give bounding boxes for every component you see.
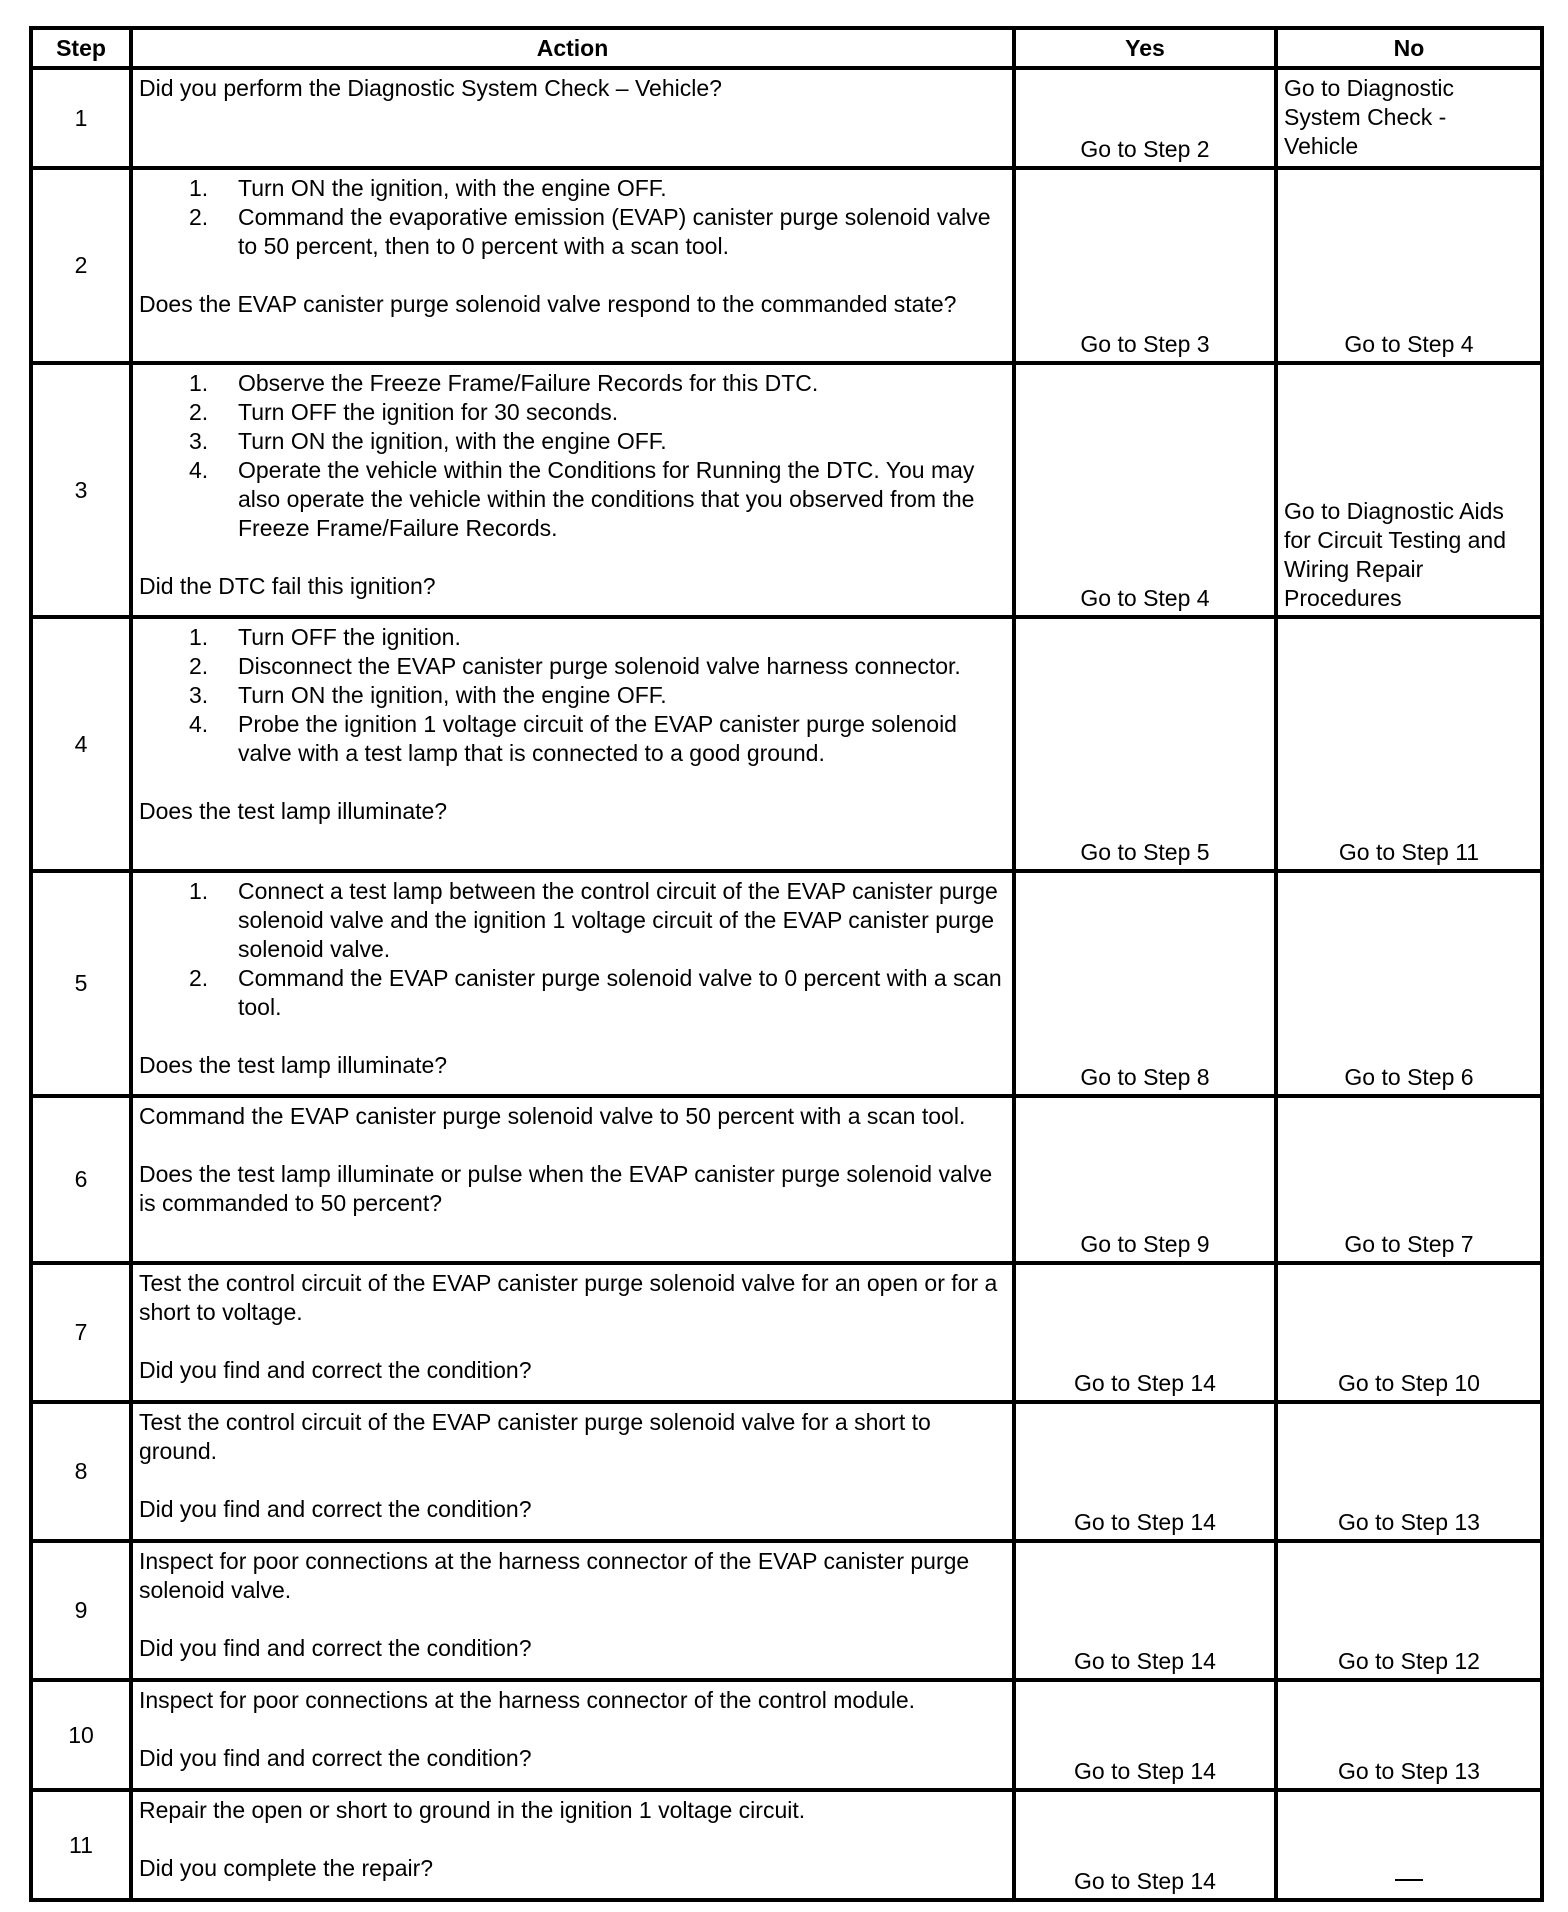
no-cell [1276,1790,1542,1900]
yes-cell: Go to Step 2 [1014,68,1276,168]
header-no: No [1276,28,1542,68]
procedure-list [139,623,1006,768]
step-number: 7 [31,1263,131,1402]
no-line: for Circuit Testing and [1284,527,1507,553]
no-cell [1276,68,1542,168]
table-row [31,168,1542,363]
procedure-step: 1. Turn OFF the ignition. [189,624,461,650]
no-cell [1276,363,1542,617]
procedure-step: 1. Observe the Freeze Frame/Failure Records for this DTC. [189,370,819,396]
table-row [31,1680,1542,1790]
diagnostic-table [29,26,1544,1902]
instruction-text: Repair the open or short to ground in the ignition 1 voltage circuit. [139,1797,806,1823]
table-row [31,617,1542,871]
no-line: Vehicle [1284,133,1359,159]
no-line: System Check - [1284,104,1447,130]
no-line: Procedures [1284,585,1402,611]
header-yes: Yes [1014,28,1276,68]
step-number: 5 [31,871,131,1096]
instruction-text: Test the control circuit of the EVAP canister purge solenoid valve for a short to ground. [139,1409,931,1464]
action-cell [131,363,1014,617]
table-row [31,68,1542,168]
action-cell [131,1096,1014,1263]
action-cell [131,68,1014,168]
procedure-list [139,877,1006,1022]
procedure-list [139,369,1006,543]
instruction-text: Command the EVAP canister purge solenoid valve to 50 percent with a scan tool. [139,1103,966,1129]
procedure-step: 2. Command the EVAP canister purge solenoid valve to 0 percent with a scan tool. [189,965,1002,1020]
procedure-step: 4. Operate the vehicle within the Conditions for Running the DTC. You may also operate the vehicle within the conditions that you observed from the Freeze Frame/Failure Records. [189,457,975,541]
step-number: 10 [31,1680,131,1790]
step-number: 11 [31,1790,131,1900]
action-cell [131,871,1014,1096]
no-cell: Go to Step 7 [1276,1096,1542,1263]
table-row [31,1402,1542,1541]
header-row [31,28,1542,68]
action-cell [131,1680,1014,1790]
no-cell: Go to Step 13 [1276,1680,1542,1790]
question-text: Does the test lamp illuminate or pulse when the EVAP canister purge solenoid valve is commanded to 50 percent? [139,1161,993,1216]
no-line: Wiring Repair [1284,556,1424,582]
yes-cell: Go to Step 4 [1014,363,1276,617]
table-row [31,871,1542,1096]
question-text: Did you complete the repair? [139,1855,434,1881]
question-text: Does the EVAP canister purge solenoid valve respond to the commanded state? [139,291,957,317]
question-text: Did you find and correct the condition? [139,1357,532,1383]
no-cell: Go to Step 10 [1276,1263,1542,1402]
step-number: 1 [31,68,131,168]
diagnostic-table-container [29,26,1540,1902]
table-row [31,1263,1542,1402]
instruction-text: Inspect for poor connections at the harness connector of the EVAP canister purge solenoid valve. [139,1548,970,1603]
procedure-step: 3. Turn ON the ignition, with the engine OFF. [189,682,667,708]
question-text: Does the test lamp illuminate? [139,1052,448,1078]
action-cell [131,1263,1014,1402]
action-cell [131,1790,1014,1900]
no-line: Go to Diagnostic Aids [1284,498,1504,524]
step-number: 6 [31,1096,131,1263]
procedure-step: 3. Turn ON the ignition, with the engine OFF. [189,428,667,454]
yes-cell: Go to Step 3 [1014,168,1276,363]
yes-cell: Go to Step 8 [1014,871,1276,1096]
yes-cell: Go to Step 14 [1014,1541,1276,1680]
step-number: 8 [31,1402,131,1541]
yes-cell: Go to Step 5 [1014,617,1276,871]
question-text: Did you find and correct the condition? [139,1745,532,1771]
no-cell: Go to Step 12 [1276,1541,1542,1680]
yes-cell: Go to Step 14 [1014,1680,1276,1790]
question-text: Did you perform the Diagnostic System Check – Vehicle? [139,75,722,101]
yes-cell: Go to Step 9 [1014,1096,1276,1263]
no-line: Go to Diagnostic [1284,75,1455,101]
yes-cell: Go to Step 14 [1014,1402,1276,1541]
yes-cell: Go to Step 14 [1014,1790,1276,1900]
step-number: 9 [31,1541,131,1680]
action-cell [131,168,1014,363]
procedure-list [139,174,1006,261]
no-cell: Go to Step 13 [1276,1402,1542,1541]
procedure-step: 4. Probe the ignition 1 voltage circuit of the EVAP canister purge solenoid valve with a test lamp that is connected to a good ground. [189,711,957,766]
question-text: Did the DTC fail this ignition? [139,573,436,599]
instruction-text: Inspect for poor connections at the harness connector of the control module. [139,1687,916,1713]
not-applicable-dash [1395,1879,1423,1881]
table-row [31,1541,1542,1680]
question-text: Does the test lamp illuminate? [139,798,448,824]
procedure-step: 2. Disconnect the EVAP canister purge solenoid valve harness connector. [189,653,961,679]
no-cell: Go to Step 4 [1276,168,1542,363]
header-step: Step [31,28,131,68]
action-cell [131,1402,1014,1541]
table-row [31,1790,1542,1900]
step-number: 2 [31,168,131,363]
question-text: Did you find and correct the condition? [139,1496,532,1522]
action-cell [131,1541,1014,1680]
step-number: 3 [31,363,131,617]
table-row [31,363,1542,617]
procedure-step: 1. Connect a test lamp between the control circuit of the EVAP canister purge solenoid valve and the ignition 1 voltage circuit of the EVAP canister purge solenoid valve. [189,878,998,962]
table-row [31,1096,1542,1263]
procedure-step: 1. Turn ON the ignition, with the engine OFF. [189,175,667,201]
procedure-step: 2. Turn OFF the ignition for 30 seconds. [189,399,619,425]
step-number: 4 [31,617,131,871]
yes-cell: Go to Step 14 [1014,1263,1276,1402]
instruction-text: Test the control circuit of the EVAP canister purge solenoid valve for an open or for a short to voltage. [139,1270,998,1325]
no-cell: Go to Step 6 [1276,871,1542,1096]
no-cell: Go to Step 11 [1276,617,1542,871]
action-cell [131,617,1014,871]
header-action: Action [131,28,1014,68]
question-text: Did you find and correct the condition? [139,1635,532,1661]
procedure-step: 2. Command the evaporative emission (EVAP) canister purge solenoid valve to 50 percent, then to 0 percent with a scan tool. [189,204,991,259]
